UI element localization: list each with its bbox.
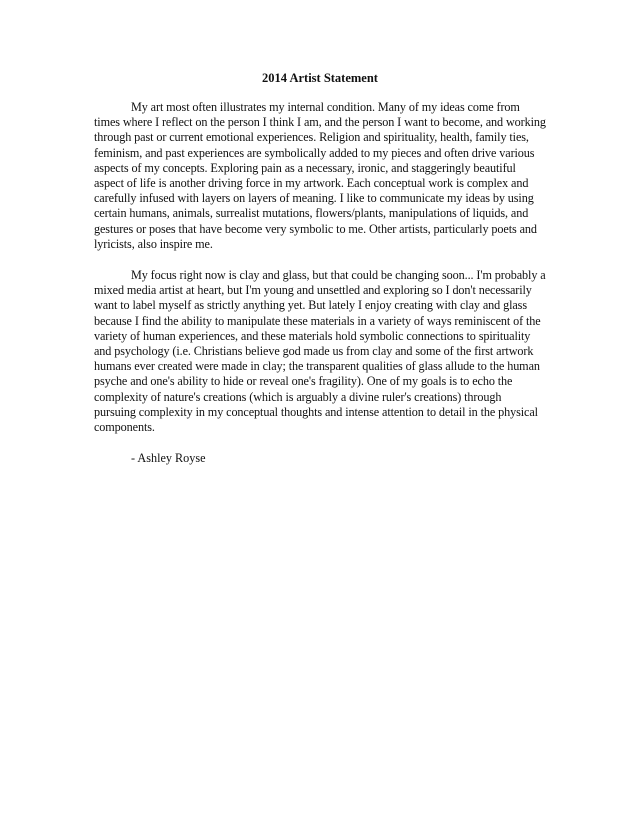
paragraph-media-focus: My focus right now is clay and glass, but that could be changing soon... I'm probably a mixed media artist at heart, but I'm young and unsettled and exploring so I don't necessarily want to label myself as strictly anything yet. But lately I enjoy creating with clay and glass because I find the ability to manipulate these materials in a variety of ways reminiscent of the variety of human experiences, and these materials hold symbolic connections to spirituality and psychology (i.e. Christians believe god made us from clay and some of the first artwork humans ever created were made in clay; the transparent qualities of glass allude to the human psyche and one's ability to hide or reveal one's fragility). One of my goals is to echo the complexity of nature's creations (which is arguably a divine ruler's creations) through pursuing complexity in my conceptual thoughts and intense attention to detail in the physical components. [94,268,546,435]
document-body [94,70,546,466]
paragraph-art-themes: My art most often illustrates my internal condition. Many of my ideas come from times where I reflect on the person I think I am, and the person I want to become, and working through past or current emotional experiences. Religion and spirituality, health, family ties, feminism, and past experiences are symbolically added to my pieces and often drive various aspects of my concepts. Exploring pain as a necessary, ironic, and staggeringly beautiful aspect of life is another driving force in my artwork. Each conceptual work is complex and carefully infused with layers on layers of meaning. I like to communicate my ideas by using certain humans, animals, surrealist mutations, flowers/plants, manipulations of liquids, and gestures or poses that have become very symbolic to me. Other artists, particularly poets and lyricists, also inspire me. [94,100,546,251]
signature: - Ashley Royse [131,451,206,466]
document-title: 2014 Artist Statement [262,71,378,85]
